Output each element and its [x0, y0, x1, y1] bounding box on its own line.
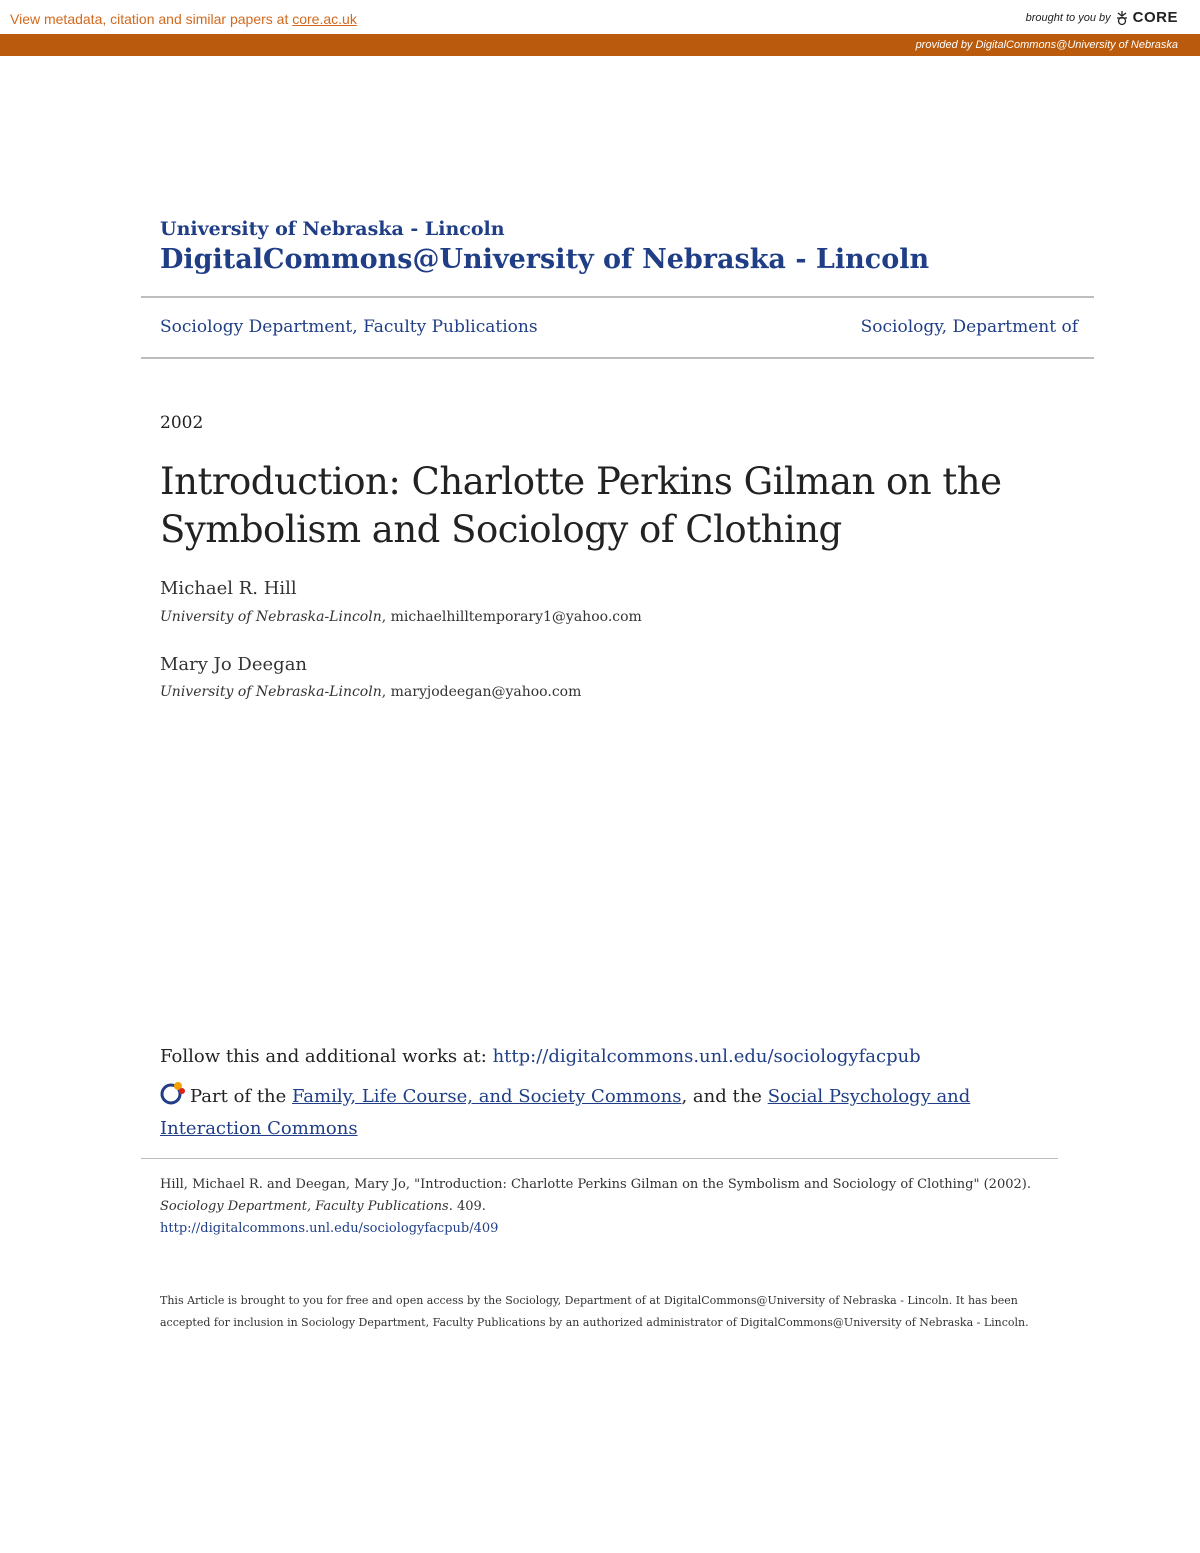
institution-name[interactable]: University of Nebraska - Lincoln [160, 218, 505, 240]
article-title: Introduction: Charlotte Perkins Gilman on the Symbolism and Sociology of Clothing [160, 460, 1002, 551]
core-logo-icon [1115, 10, 1129, 26]
core-logo-text: CORE [1132, 9, 1178, 26]
citation-series: Sociology Department, Faculty Publications [160, 1199, 449, 1214]
citation-number: . 409. [448, 1199, 486, 1214]
part-of-joiner: , and the [681, 1086, 768, 1107]
repository-name[interactable]: DigitalCommons@University of Nebraska - Lincoln [160, 244, 930, 275]
author-affiliation [160, 609, 642, 625]
citation-text: Hill, Michael R. and Deegan, Mary Jo, "Introduction: Charlotte Perkins Gilman on the Symbolism and Sociology of Clothing" (2002). [160, 1177, 1031, 1192]
core-brought-text: brought to you by [1025, 11, 1111, 24]
series-link[interactable]: Sociology Department, Faculty Publications [160, 317, 538, 337]
part-of-prefix: Part of the [190, 1086, 293, 1107]
part-of-line [160, 1080, 980, 1143]
commons-link-family[interactable]: Family, Life Course, and Society Commons [292, 1086, 682, 1107]
author-affiliation [160, 684, 581, 700]
core-link[interactable]: core.ac.uk [292, 11, 357, 27]
follow-url-link[interactable]: http://digitalcommons.unl.edu/sociologyfacpub [492, 1046, 921, 1067]
affiliation-name: University of Nebraska-Lincoln [160, 684, 382, 700]
access-notice: This Article is brought to you for free and open access by the Sociology, Department of at DigitalCommons@University of Nebraska - Lincoln. It has been accepted for inclusion in Sociology Department, Faculty Publications by an authorized administrator of DigitalCommons@University of Nebraska - Lincoln. [160, 1294, 1029, 1329]
citation-url-link[interactable]: http://digitalcommons.unl.edu/sociologyfacpub/409 [160, 1221, 499, 1236]
follow-line [160, 1046, 921, 1067]
core-metadata-text: View metadata, citation and similar papers at [10, 11, 289, 27]
author-email: , maryjodeegan@yahoo.com [381, 684, 582, 700]
commons-link-social-psychology[interactable]: Social Psychology and Interaction Commons [160, 1086, 971, 1139]
recommended-citation [160, 1174, 1060, 1240]
network-commons-icon [160, 1080, 186, 1115]
core-banner [0, 0, 1200, 34]
author-name: Mary Jo Deegan [160, 654, 308, 675]
header-divider-bottom [141, 357, 1094, 359]
header-divider-top [141, 296, 1094, 298]
publication-year: 2002 [160, 413, 204, 433]
author-name: Michael R. Hill [160, 578, 297, 599]
department-link[interactable]: Sociology, Department of [860, 317, 1078, 337]
follow-label: Follow this and additional works at: [160, 1046, 493, 1067]
core-brand[interactable] [1026, 9, 1178, 26]
citation-divider [141, 1158, 1058, 1159]
core-provided-text: provided by DigitalCommons@University of Nebraska [915, 39, 1178, 51]
core-metadata-line [10, 11, 357, 27]
core-provided-bar [0, 34, 1200, 56]
affiliation-name: University of Nebraska-Lincoln [160, 609, 382, 625]
author-email: , michaelhilltemporary1@yahoo.com [381, 609, 642, 625]
